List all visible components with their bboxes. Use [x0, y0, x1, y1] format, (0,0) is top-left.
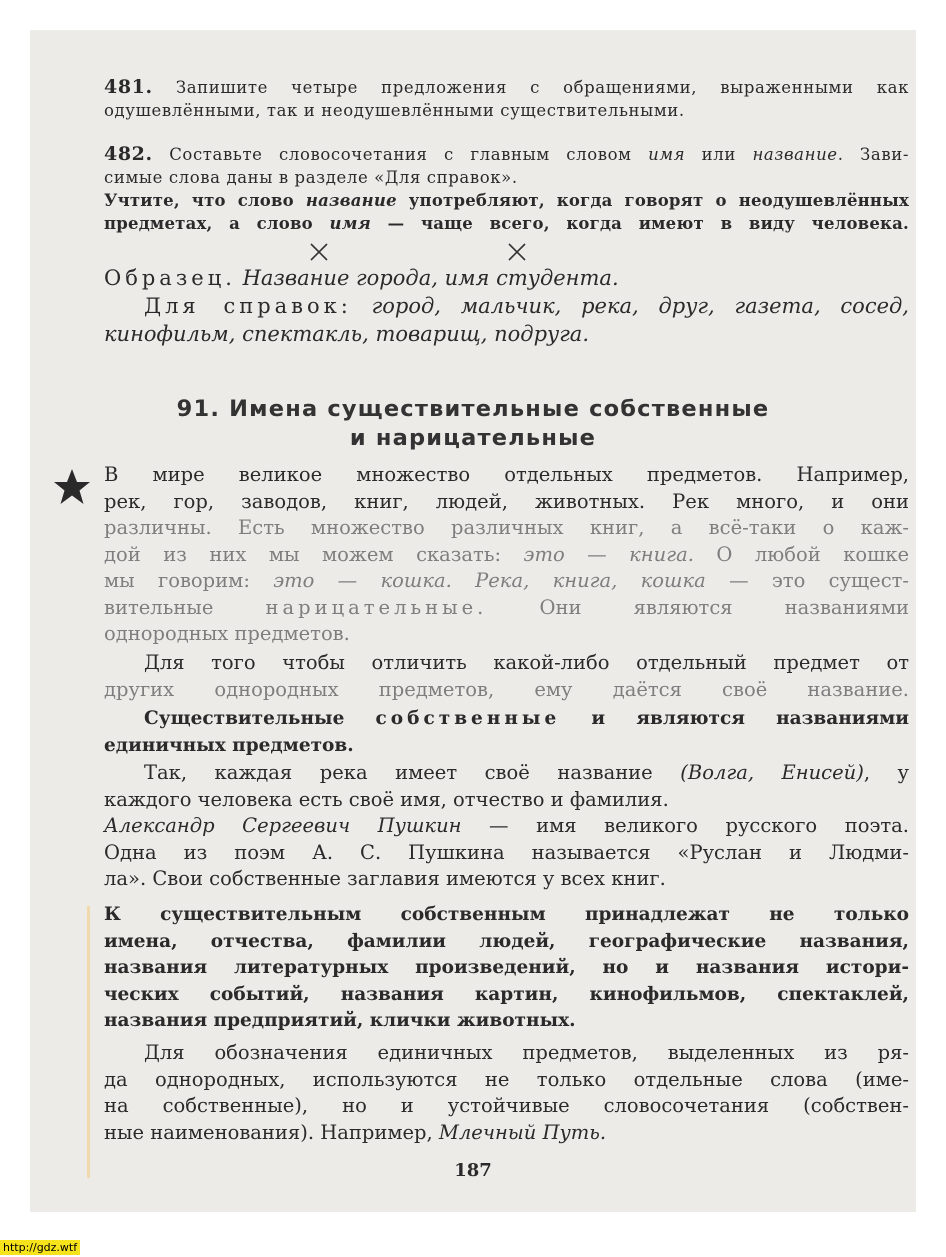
exercise-number: 481.	[104, 76, 153, 98]
section-title-line: и нарицательные	[349, 425, 597, 451]
note-text: Учтите, что слово	[104, 191, 306, 210]
text-line	[104, 706, 909, 733]
italic-word: название	[752, 145, 838, 164]
exercise-482	[104, 143, 909, 235]
exercise-text: Запишите четыре предложения с обращениями, выраженными как	[175, 78, 909, 97]
paragraph	[104, 1040, 909, 1146]
text-span: вительные	[104, 595, 266, 619]
text-line: других однородных предметов, ему даётся своё название.	[104, 677, 909, 701]
italic-span: это — кошка. Река, книга, кошка	[273, 569, 706, 592]
text-line: К существительным собственным принадлежат не только	[104, 904, 909, 925]
text-span: — имя великого русского поэта.	[461, 814, 909, 837]
text-span: Существительные	[144, 708, 376, 729]
exercise-note	[104, 212, 909, 235]
text-span: ные наименования). Например,	[104, 1120, 439, 1144]
italic-span: Млечный Путь.	[438, 1120, 607, 1144]
textbook-page	[30, 30, 916, 1212]
reference-text: кинофильм, спектакль, товарищ, подруга.	[104, 322, 589, 346]
reference-label: Для справок:	[144, 294, 352, 318]
paragraph	[104, 462, 909, 648]
exercise-note	[104, 189, 909, 212]
sample-text: Название города, имя студента.	[235, 266, 619, 290]
exercise-text: одушевлёнными, так и неодушевлёнными существительными.	[104, 101, 685, 120]
text-span: — это сущест-	[705, 569, 909, 592]
text-span: О любой кошке	[693, 542, 909, 566]
text-line: Одна из поэм А. С. Пушкина называется «Руслан и Людми-	[104, 840, 909, 864]
spaced-span: собственные	[375, 708, 561, 729]
italic-span: (Волга, Енисей)	[680, 761, 864, 784]
text-span: Так, каждая река имеет своё название	[144, 761, 681, 784]
italic-span: это — книга.	[523, 542, 694, 566]
text-line	[104, 595, 909, 622]
exercise-text: Составьте словосочетания с главным словом	[169, 145, 649, 164]
italic-word: имя	[329, 214, 371, 233]
rule-block	[104, 706, 909, 759]
text-span: Они являются названиями	[487, 595, 910, 619]
spaced-span: нарицательные.	[265, 595, 488, 619]
star-icon	[52, 467, 92, 507]
paragraph	[104, 760, 909, 893]
paragraph	[104, 650, 909, 703]
exercise-number: 482.	[104, 143, 153, 165]
text-line	[104, 542, 909, 569]
text-line	[104, 568, 909, 595]
cross-mark-icon	[506, 242, 528, 262]
exercise-text: . Зави-	[837, 145, 910, 164]
text-line: рек, гор, заводов, книг, людей, животных. Рек много, и они	[104, 489, 909, 513]
text-line: различны. Есть множество различных книг, а всё-таки о каж-	[104, 516, 909, 539]
watermark-link[interactable]: http://gdz.wtf	[0, 1240, 80, 1255]
exercise-481	[104, 76, 909, 122]
text-span: дой из них мы можем сказать:	[104, 542, 524, 566]
italic-span: Александр Сергеевич Пушкин	[104, 814, 462, 837]
italic-word: имя	[648, 145, 686, 164]
rule-block	[104, 902, 909, 1035]
text-line: однородных предметов.	[104, 622, 350, 645]
text-line: названия литературных произведений, но и названия истори-	[104, 957, 909, 978]
exercise-text: или	[685, 145, 753, 164]
note-text: употребляют, когда говорят о неодушевлённых	[396, 191, 909, 210]
italic-word: название	[305, 191, 397, 210]
text-line: да однородных, используются не только отдельные слова (име-	[104, 1067, 909, 1091]
sample-label: Образец.	[104, 266, 236, 290]
text-line: Для обозначения единичных предметов, выделенных из ря-	[144, 1041, 909, 1064]
text-line: названия предприятий, клички животных.	[104, 1010, 576, 1031]
cross-mark-icon	[308, 242, 330, 262]
text-span: мы говорим:	[104, 569, 274, 592]
text-line: на собственные), но и устойчивые словосочетания (собствен-	[104, 1094, 909, 1117]
text-line	[104, 1120, 909, 1147]
note-text: — чаще всего, когда имеют в виду человека.	[370, 214, 909, 233]
text-line: В мире великое множество отдельных предметов. Например,	[104, 463, 909, 486]
text-line: каждого человека есть своё имя, отчество и фамилия.	[104, 787, 669, 811]
text-span: и являются названиями	[560, 708, 909, 729]
section-title	[30, 395, 916, 453]
text-line	[104, 760, 909, 787]
text-line: имена, отчества, фамилии людей, географические названия,	[104, 930, 909, 952]
text-line: единичных предметов.	[104, 734, 354, 756]
text-line: ческих событий, названия картин, кинофильмов, спектаклей,	[104, 983, 909, 1005]
reference-text: город, мальчик, река, друг, газета, сосед,	[351, 294, 909, 318]
sample-block	[104, 264, 909, 348]
text-line: Для того чтобы отличить какой-либо отдельный предмет от	[144, 651, 909, 674]
page-number: 187	[454, 1160, 492, 1181]
text-line: ла». Свои собственные заглавия имеются у всех книг.	[104, 867, 666, 890]
section-title-line: 91. Имена существительные собственные	[176, 396, 770, 422]
text-line	[104, 813, 909, 840]
highlight-bar	[87, 906, 90, 1178]
note-text: предметах, а слово	[104, 214, 330, 233]
text-span: , у	[863, 761, 909, 784]
exercise-text: симые слова даны в разделе «Для справок».	[104, 168, 518, 187]
